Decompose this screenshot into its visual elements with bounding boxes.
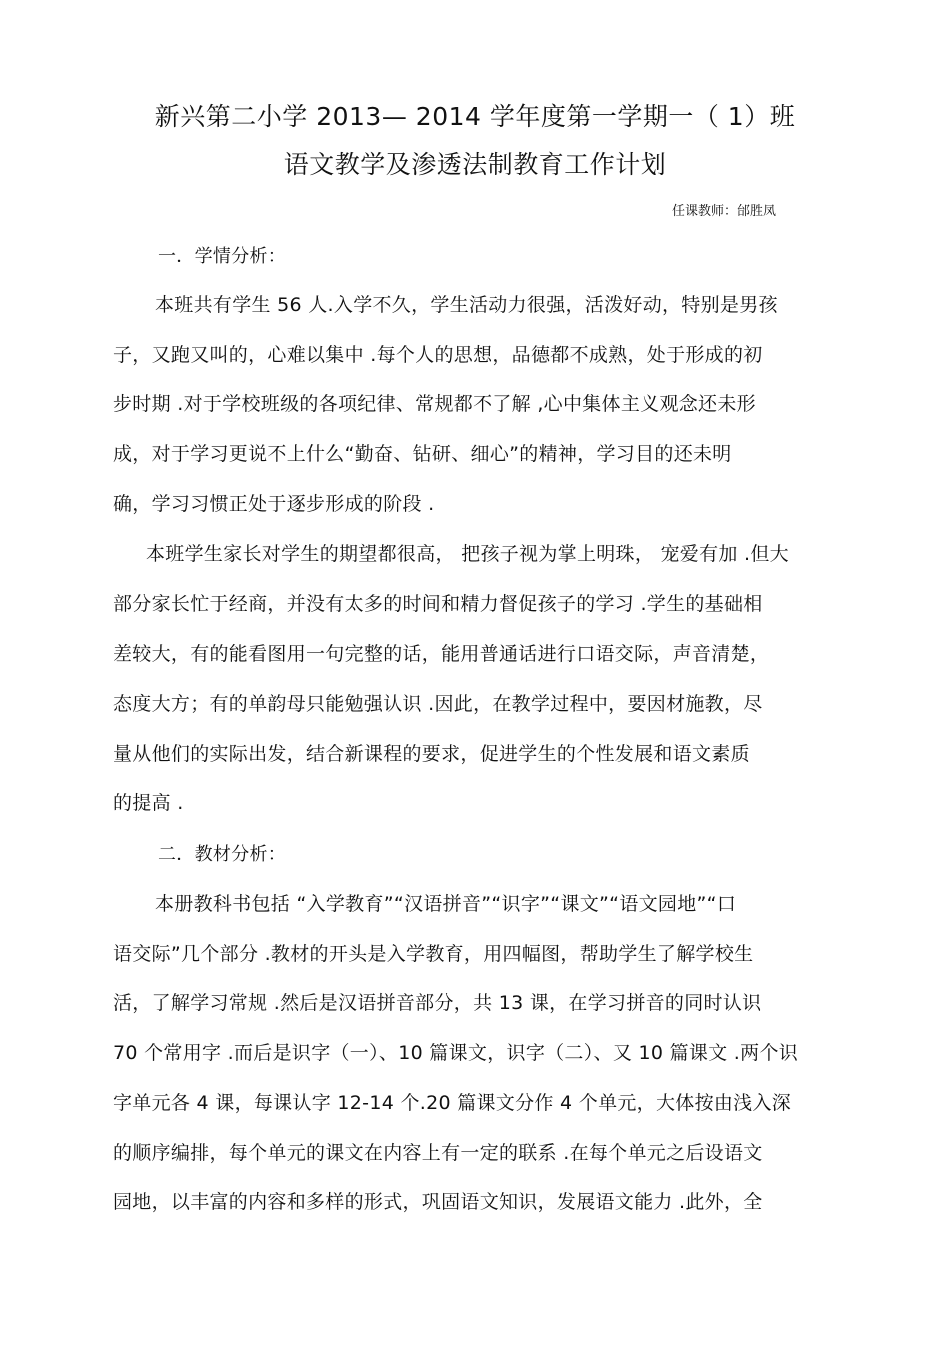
paragraph-line: 成，对于学习更说不上什么“勤奋、钻研、细心”的精神，学习目的还未明 [113, 443, 732, 465]
paragraph-line: 园地，以丰富的内容和多样的形式，巩固语文知识，发展语文能力 .此外，全 [113, 1191, 763, 1213]
paragraph-line: 步时期 .对于学校班级的各项纪律、常规都不了解 ,心中集体主义观念还未形 [113, 393, 756, 415]
paragraph-line: 量从他们的实际出发，结合新课程的要求，促进学生的个性发展和语文素质 [113, 743, 750, 765]
paragraph-line: 本班共有学生 56 人.入学不久，学生活动力很强，活泼好动，特别是男孩 [155, 294, 778, 316]
section-1-heading: 一．学情分析： [158, 246, 287, 267]
paragraph-line: 活，了解学习常规 .然后是汉语拼音部分，共 13 课，在学习拼音的同时认识 [113, 992, 762, 1014]
document-title-line-2: 语文教学及渗透法制教育工作计划 [283, 150, 667, 179]
paragraph-line: 的顺序编排，每个单元的课文在内容上有一定的联系 .在每个单元之后设语文 [113, 1142, 763, 1164]
paragraph-line: 态度大方；有的单韵母只能勉强认识 .因此，在教学过程中，要因材施教，尽 [113, 693, 763, 715]
section-2-heading: 二．教材分析： [158, 844, 287, 865]
teacher-name: 任课教师：邰胜凤 [672, 204, 777, 219]
document-title-line-1: 新兴第二小学 2013— 2014 学年度第一学期一（ 1）班 [154, 102, 796, 131]
paragraph-line: 语交际”几个部分 .教材的开头是入学教育，用四幅图，帮助学生了解学校生 [113, 943, 754, 965]
paragraph-line: 子，又跑又叫的，心难以集中 .每个人的思想，品德都不成熟，处于形成的初 [113, 344, 763, 366]
paragraph-line: 70 个常用字 .而后是识字（一）、10 篇课文，识字（二）、又 10 篇课文 .两个识 [113, 1042, 799, 1064]
paragraph-line: 部分家长忙于经商，并没有太多的时间和精力督促孩子的学习 .学生的基础相 [113, 593, 763, 615]
paragraph-line: 本班学生家长对学生的期望都很高， 把孩子视为掌上明珠， 宠爱有加 .但大 [146, 543, 789, 565]
paragraph-line: 确，学习习惯正处于逐步形成的阶段 . [113, 493, 435, 515]
paragraph-line: 差较大，有的能看图用一句完整的话，能用普通话进行口语交际，声音清楚， [113, 643, 770, 665]
paragraph-line: 字单元各 4 课，每课认字 12-14 个.20 篇课文分作 4 个单元，大体按由浅入深 [113, 1092, 792, 1114]
paragraph-line: 本册教科书包括 “入学教育”“汉语拼音”“识字”“课文”“语文园地”“口 [155, 893, 737, 915]
paragraph-line: 的提高 . [113, 792, 184, 814]
